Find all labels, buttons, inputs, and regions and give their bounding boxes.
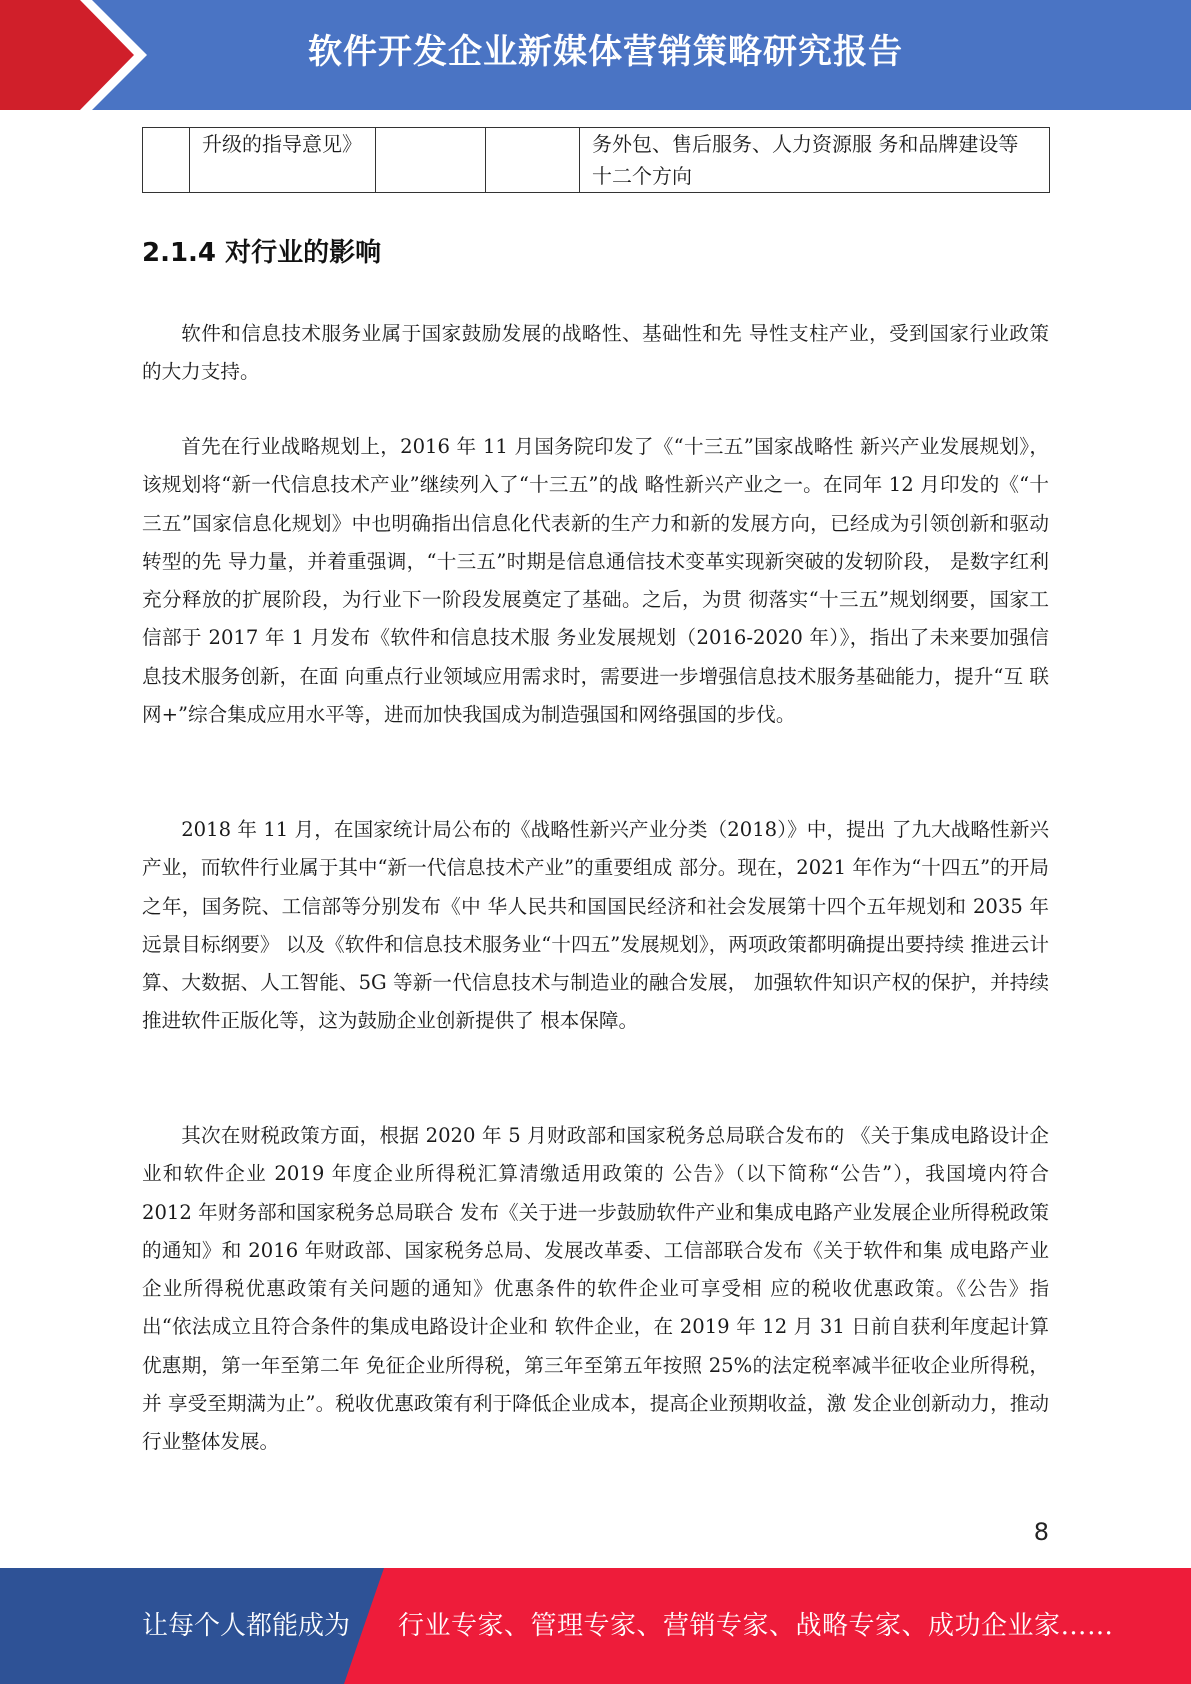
table-cell xyxy=(143,128,190,193)
table-cell: 务外包、售后服务、人力资源服 务和品牌建设等十二个方向 xyxy=(580,128,1050,193)
footer-slogan-left: 让每个人都能成为 xyxy=(142,1611,351,1641)
footer-slogan-right: 行业专家、管理专家、营销专家、战略专家、成功企业家…… xyxy=(398,1611,1114,1641)
policy-table xyxy=(142,127,1050,193)
paragraph-intro: 软件和信息技术服务业属于国家鼓励发展的战略性、基础性和先 导性支柱产业，受到国家行业政策的大力支持。 xyxy=(142,322,1049,384)
page-header xyxy=(0,0,1191,110)
table-cell xyxy=(376,128,486,193)
paragraph-classification: 2018 年 11 月，在国家统计局公布的《战略性新兴产业分类（2018）》中，提出 了九大战略性新兴产业，而软件行业属于其中“新一代信息技术产业”的重要组成 部分。现在，2021 年作为“十四五”的开局之年，国务院、工信部等分别发布《中 华人民共和国国民经济和社会发展第十四个五年规划和 2035 年远景目标纲要》 以及《软件和信息技术服务业“十四五”发展规划》，两项政策都明确提出要持续 推进云计算、大数据、人工智能、5G 等新一代信息技术与制造业的融合发展， 加强软件知识产权的保护，并持续推进软件正版化等，这为鼓励企业创新提供了 根本保障。 xyxy=(142,818,1049,1033)
page-number: 8 xyxy=(1033,1518,1049,1546)
table-row xyxy=(143,128,1050,193)
section-heading: 2.1.4 对行业的影响 xyxy=(142,238,382,268)
page-footer xyxy=(0,1568,1191,1684)
paragraph-strategy: 首先在行业战略规划上，2016 年 11 月国务院印发了《“十三五”国家战略性 新兴产业发展规划》，该规划将“新一代信息技术产业”继续列入了“十三五”的战 略性新兴产业之一。在同年 12 月印发的《“十三五”国家信息化规划》中也明确指出信息化代表新的生产力和新的发展方向，已经成为引领创新和驱动转型的先 导力量，并着重强调，“十三五”时期是信息通信技术变革实现新突破的发轫阶段， 是数字红利充分释放的扩展阶段，为行业下一阶段发展奠定了基础。之后，为贯 彻落实“十三五”规划纲要，国家工信部于 2017 年 1 月发布《软件和信息技术服 务业发展规划（2016-2020 年）》，指出了未来要加强信息技术服务创新，在面 向重点行业领域应用需求时，需要进一步增强信息技术服务基础能力，提升“互 联网+”综合集成应用水平等，进而加快我国成为制造强国和网络强国的步伐。 xyxy=(142,435,1049,727)
paragraph-tax-policy: 其次在财税政策方面，根据 2020 年 5 月财政部和国家税务总局联合发布的 《关于集成电路设计企业和软件企业 2019 年度企业所得税汇算清缴适用政策的 公告》（以下简称“公告”），我国境内符合 2012 年财务部和国家税务总局联合 发布《关于进一步鼓励软件产业和集成电路产业发展企业所得税政策的通知》和 2016 年财政部、国家税务总局、发展改革委、工信部联合发布《关于软件和集 成电路产业企业所得税优惠政策有关问题的通知》优惠条件的软件企业可享受相 应的税收优惠政策。《公告》指出“依法成立且符合条件的集成电路设计企业和 软件企业，在 2019 年 12 月 31 日前自获利年度起计算优惠期，第一年至第二年 免征企业所得税，第三年至第五年按照 25%的法定税率减半征收企业所得税，并 享受至期满为止”。税收优惠政策有利于降低企业成本，提高企业预期收益，激 发企业创新动力，推动行业整体发展。 xyxy=(142,1124,1049,1454)
table-cell: 升级的指导意见》 xyxy=(190,128,376,193)
report-title: 软件开发企业新媒体营销策略研究报告 xyxy=(308,32,903,72)
table-cell xyxy=(486,128,580,193)
